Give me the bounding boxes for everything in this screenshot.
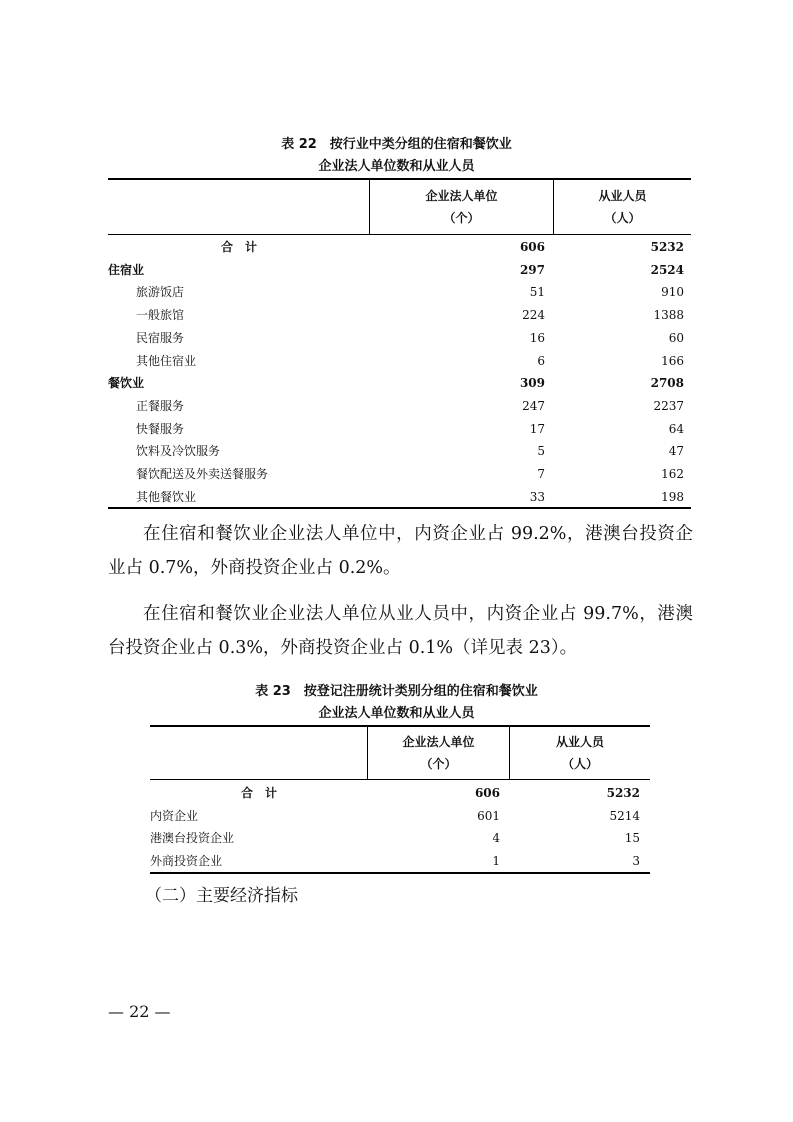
cell-units: 601 [477,808,500,823]
table-row [0,486,793,508]
table22-bottom-rule [108,507,691,509]
cell-employees: 2237 [653,398,684,413]
table22-col2-unit: （人） [604,211,641,225]
table-row [0,304,793,326]
table22-col1-header: 企业法人单位 [425,189,498,203]
cell-employees: 5232 [650,240,684,254]
cell-units: 606 [474,786,500,800]
table-row [0,372,793,394]
table23-top-rule [150,725,650,727]
table23-header-rule [150,779,650,780]
cell-employees: 60 [668,330,684,345]
paragraph-2: 在住宿和餐饮业企业法人单位从业人员中，内资企业占 99.7%，港澳台投资企业占 0.3%，外商投资企业占 0.1%（详见表 23）。 [108,604,693,658]
cell-units: 1 [492,853,500,868]
cell-units: 5 [537,444,545,459]
cell-employees: 166 [661,353,684,368]
cell-units: 247 [522,398,545,413]
table23-col1-unit: （个） [420,757,457,771]
cell-units: 224 [522,308,545,323]
table22-title-line2: 企业法人单位数和从业人员 [318,159,475,174]
cell-units: 297 [519,262,545,277]
total-label: 合 计 [240,786,277,800]
cell-units: 309 [519,376,545,391]
cell-employees: 64 [668,421,684,436]
row-label: 民宿服务 [136,330,185,345]
cell-units: 51 [529,285,545,300]
table22-header-rule [108,234,691,235]
cell-employees: 198 [661,489,684,504]
row-label: 饮料及冷饮服务 [136,444,221,459]
table22-col2-header: 从业人员 [598,189,647,203]
table22-col1-unit: （个） [443,211,480,225]
table23-title-line1: 表 23 按登记注册统计类别分组的住宿和餐饮业 [255,684,538,699]
cell-employees: 5232 [606,786,640,800]
table-row [0,395,793,417]
table23-col1-header: 企业法人单位 [402,735,475,749]
cell-units: 33 [529,489,545,504]
cell-employees: 910 [661,285,684,300]
table23-bottom-rule [150,872,650,874]
section-heading: （二）主要经济指标 [145,886,298,906]
row-label: 其他住宿业 [136,353,197,368]
cell-employees: 2708 [650,376,684,391]
table-row [0,440,793,462]
row-label: 餐饮配送及外卖送餐服务 [136,467,269,481]
table-row [0,805,793,827]
cell-employees: 47 [668,444,684,459]
cell-units: 17 [529,421,545,436]
table-row [0,327,793,349]
row-label: 港澳台投资企业 [150,831,235,845]
table-row [0,782,793,804]
row-label: 一般旅馆 [136,308,185,323]
cell-employees: 3 [632,853,640,868]
table-row [0,236,793,258]
row-label: 内资企业 [150,808,199,823]
table-row [0,281,793,303]
table23-col2-header: 从业人员 [555,735,604,749]
cell-units: 7 [537,467,545,481]
row-label: 快餐服务 [136,421,185,436]
page-number: — 22 — [108,1002,171,1021]
cell-units: 16 [529,330,545,345]
table22-top-rule [108,178,691,180]
cell-employees: 1388 [653,308,684,323]
row-label: 其他餐饮业 [136,489,197,504]
category-label: 餐饮业 [108,376,145,391]
cell-units: 6 [537,353,545,368]
table-row [0,418,793,440]
cell-employees: 162 [661,467,684,481]
table-row [0,259,793,281]
table-row [0,350,793,372]
row-label: 外商投资企业 [150,853,223,868]
table22-title-line1: 表 22 按行业中类分组的住宿和餐饮业 [281,137,512,152]
cell-units: 606 [519,240,545,254]
total-label: 合 计 [220,240,257,254]
row-label: 正餐服务 [136,398,185,413]
cell-employees: 2524 [650,262,684,277]
row-label: 旅游饭店 [136,285,185,300]
table23-title-line2: 企业法人单位数和从业人员 [318,706,475,721]
cell-employees: 5214 [609,808,640,823]
table-row [0,827,793,849]
table23-col2-unit: （人） [561,757,598,771]
table-row [0,850,793,872]
category-label: 住宿业 [108,262,145,277]
cell-units: 4 [492,831,500,845]
paragraph-1: 在住宿和餐饮业企业法人单位中，内资企业占 99.2%，港澳台投资企业占 0.7%，外商投资企业占 0.2%。 [108,524,693,578]
cell-employees: 15 [624,831,640,845]
table-row [0,463,793,485]
